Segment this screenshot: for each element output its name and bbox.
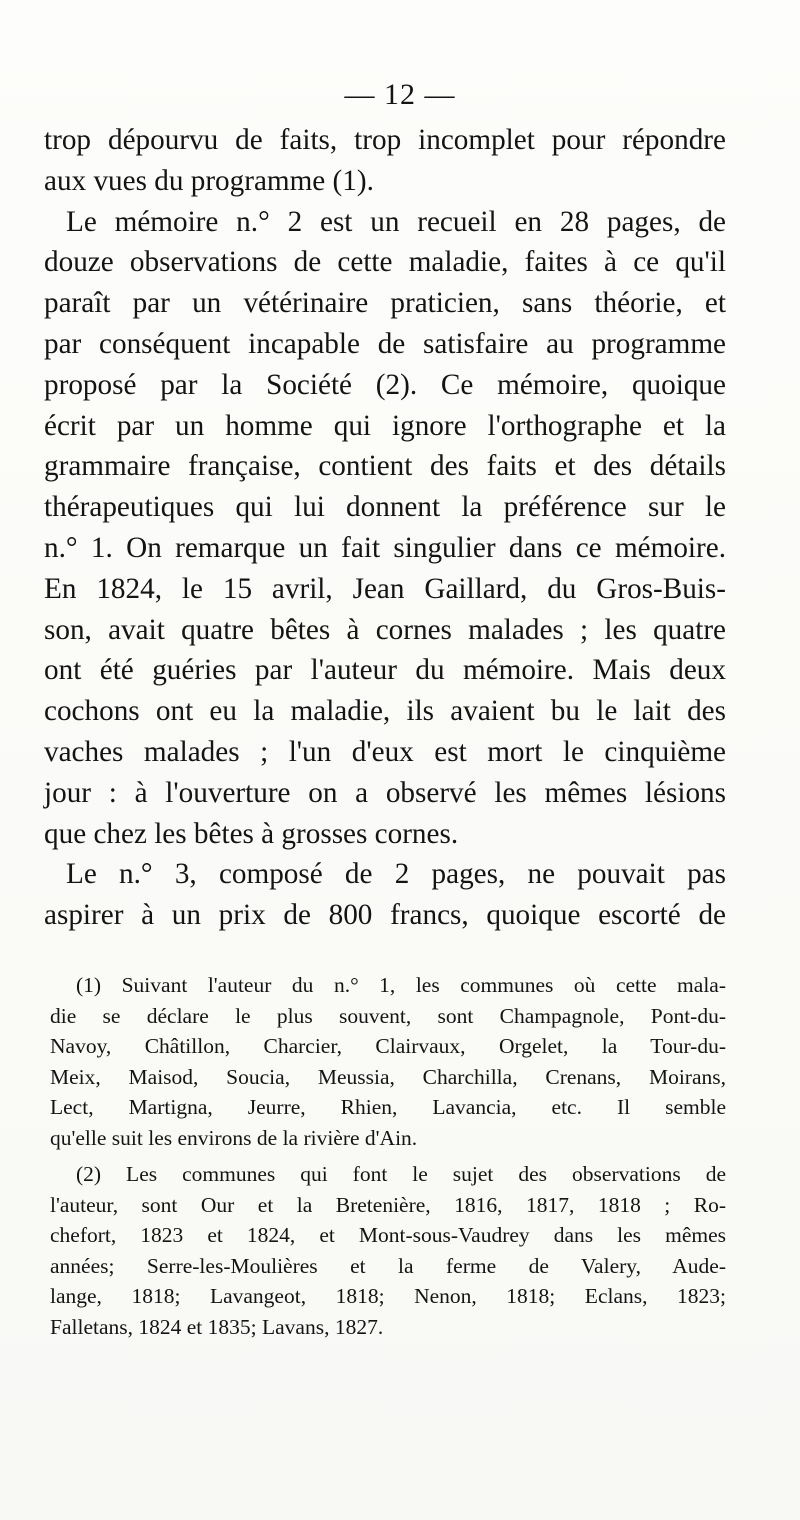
footnote-line: (2) Les communes qui font le sujet des observations de	[76, 1162, 726, 1186]
text-line: paraît par un vétérinaire praticien, sans théorie, et	[44, 287, 726, 320]
footnote-line: Meix, Maisod, Soucia, Meussia, Charchilla, Crenans, Moirans,	[50, 1064, 726, 1089]
text-line: proposé par la Société (2). Ce mémoire, quoique	[44, 368, 726, 401]
text-line: que chez les bêtes à grosses cornes.	[44, 817, 459, 850]
text-line: En 1824, le 15 avril, Jean Gaillard, du Gros-Buis-	[44, 572, 726, 605]
footnote-line: l'auteur, sont Our et la Bretenière, 1816, 1817, 1818 ; Ro-	[50, 1192, 726, 1217]
footnote-line: (1) Suivant l'auteur du n.° 1, les communes où cette mala-	[76, 973, 726, 997]
text-line: jour : à l'ouverture on a observé les mêmes lésions	[44, 776, 726, 809]
text-line: grammaire française, contient des faits et des détails	[44, 450, 726, 483]
footnote-line: die se déclare le plus souvent, sont Champagnole, Pont-du-	[50, 1003, 726, 1028]
footnote-line: Navoy, Châtillon, Charcier, Clairvaux, Orgelet, la Tour-du-	[50, 1034, 726, 1058]
footnote-2	[50, 1159, 726, 1342]
footnote-line: chefort, 1823 et 1824, et Mont-sous-Vaudrey dans les mêmes	[50, 1223, 726, 1247]
text-line: trop dépourvu de faits, trop incomplet pour répondre	[44, 124, 726, 156]
footnote-line: Lect, Martigna, Jeurre, Rhien, Lavancia, etc. Il semble	[50, 1095, 726, 1119]
text-line: aspirer à un prix de 800 francs, quoique escorté de	[44, 899, 726, 932]
text-line: cochons ont eu la maladie, ils avaient bu le lait des	[44, 695, 726, 728]
text-line: aux vues du programme (1).	[44, 164, 374, 197]
footnote-line: années; Serre-les-Moulières et la ferme de Valery, Aude-	[50, 1253, 726, 1278]
text-line: Le mémoire n.° 2 est un recueil en 28 pages, de	[66, 205, 726, 238]
page-number: — 12 —	[344, 78, 456, 111]
footnote-line: lange, 1818; Lavangeot, 1818; Nenon, 1818; Eclans, 1823;	[50, 1284, 726, 1308]
text-line: Le n.° 3, composé de 2 pages, ne pouvait pas	[66, 858, 726, 891]
text-line: son, avait quatre bêtes à cornes malades ; les quatre	[44, 613, 726, 646]
main-text-block	[44, 120, 726, 936]
text-line: vaches malades ; l'un d'eux est mort le cinquième	[44, 735, 726, 768]
text-line: thérapeutiques qui lui donnent la préférence sur le	[44, 491, 726, 524]
text-line: écrit par un homme qui ignore l'orthographe et la	[44, 409, 726, 442]
footnote-1	[50, 970, 726, 1153]
text-line: ont été guéries par l'auteur du mémoire. Mais deux	[44, 654, 726, 687]
footnote-line: qu'elle suit les environs de la rivière d'Ain.	[50, 1125, 418, 1150]
text-line: par conséquent incapable de satisfaire au programme	[44, 327, 726, 360]
footnote-line: Falletans, 1824 et 1835; Lavans, 1827.	[50, 1314, 384, 1339]
text-line: n.° 1. On remarque un fait singulier dans ce mémoire.	[44, 531, 726, 564]
text-line: douze observations de cette maladie, faites à ce qu'il	[44, 246, 726, 279]
footnotes-block	[50, 970, 726, 1348]
